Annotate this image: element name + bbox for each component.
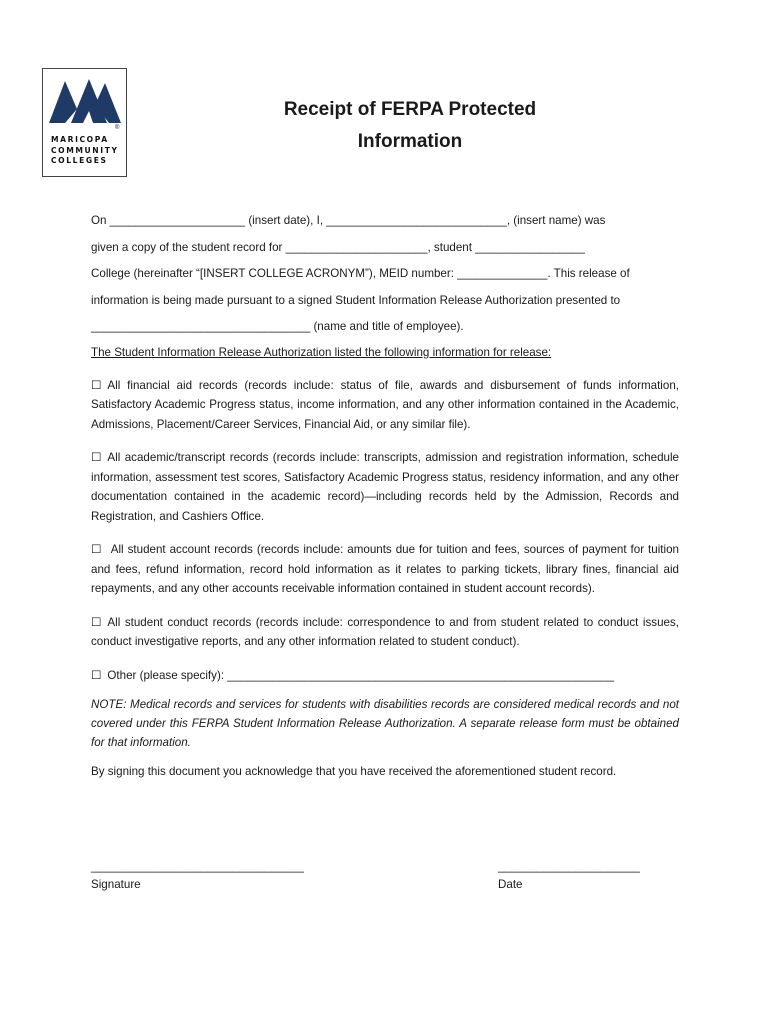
checkbox[interactable]: ☐ (91, 543, 102, 556)
item-text: All academic/transcript records (records include: transcripts, admission and registration information, schedule information, assessment test scores, Satisfactory Academic Progress status, residency information, and any other documentation contained in the academic record)—including records held by the Admission, Records and Registration, and Cashiers Office. (91, 451, 679, 523)
title-line-2: Information (357, 131, 463, 152)
checkbox[interactable]: ☐ (91, 451, 102, 464)
logo-line-3: COLLEGES (51, 156, 108, 165)
document-body (91, 208, 679, 781)
item-text: All student account records (records include: amounts due for tuition and fees, sources of payment for tuition and fees, refund information, record hold information as it relates to parking tickets, library fines, financial aid repayments, and any other accounts receivable information contained in student account records). (91, 543, 679, 595)
release-item-student-account (91, 540, 679, 599)
registered-mark: ® (115, 125, 120, 131)
title-line-1: Receipt of FERPA Protected (283, 99, 537, 120)
date-block (498, 858, 640, 894)
release-item-other (91, 666, 679, 686)
logo-line-2: COMMUNITY (51, 145, 119, 155)
maricopa-mark-icon (49, 75, 121, 133)
acknowledgement-text: By signing this document you acknowledge that you have received the aforementioned student record. (91, 765, 617, 778)
logo-line-1: MARICOPA (51, 135, 109, 144)
release-item-academic (91, 448, 679, 526)
checkbox[interactable]: ☐ (91, 615, 102, 629)
signature-label: Signature (91, 878, 141, 891)
document-title (230, 94, 590, 158)
signature-line[interactable]: _________________________________ (91, 860, 304, 873)
release-item-conduct (91, 613, 679, 652)
maricopa-logo (42, 68, 127, 177)
release-item-financial-aid (91, 376, 679, 435)
checkbox[interactable]: ☐ (91, 668, 102, 682)
release-heading: The Student Information Release Authorization listed the following information for release: (91, 345, 552, 359)
date-line[interactable]: ______________________ (498, 860, 640, 873)
checkbox[interactable]: ☐ (91, 378, 102, 392)
intro-line-1: On _____________________ (insert date), I, ____________________________, (insert name) was (91, 214, 606, 227)
date-label: Date (498, 878, 523, 891)
item-text: All student conduct records (records include: correspondence to and from student related to conduct issues, conduct investigative reports, and any other information related to student conduct). (91, 615, 679, 648)
intro-line-2: given a copy of the student record for ______________________, student _________________ (91, 240, 585, 254)
item-text: Other (please specify): ____________________________________________________________ (107, 668, 615, 682)
intro-line-5: __________________________________ (name and title of employee). (91, 320, 464, 333)
intro-line-4: information is being made pursuant to a signed Student Information Release Authorization presented to (91, 293, 621, 307)
medical-records-note: NOTE: Medical records and services for students with disabilities records are considered medical records and not covered under this FERPA Student Information Release Authorization. A separate release form must be obtained for that information. (91, 698, 679, 749)
item-text: All financial aid records (records include: status of file, awards and disbursement of funds information, Satisfactory Academic Progress status, income information, and any other information contained in the Academic, Admissions, Placement/Career Services, Financial Aid, or any similar file). (91, 378, 679, 431)
logo-text (51, 135, 123, 167)
intro-line-3: College (hereinafter “[INSERT COLLEGE ACRONYM”), MEID number: ______________. This release of (91, 267, 630, 280)
signature-block (91, 858, 304, 894)
